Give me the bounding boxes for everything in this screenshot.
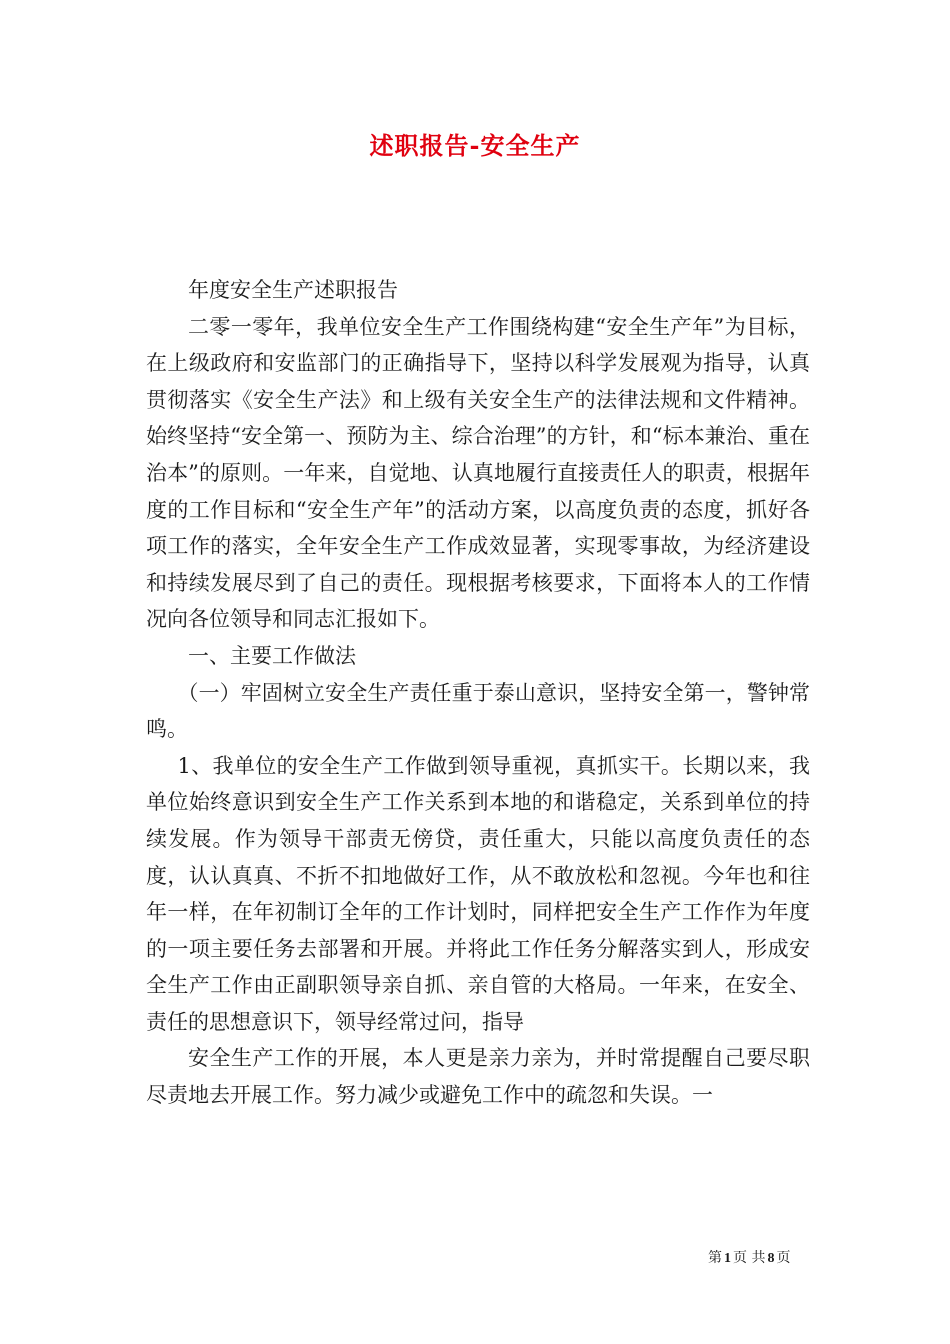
footer-suffix: 页 <box>776 1250 791 1266</box>
footer-middle: 页 共 <box>733 1250 766 1266</box>
subsection-heading-1: （一）牢固树立安全生产责任重于泰山意识，坚持安全第一，警钟常鸣。 <box>146 680 810 742</box>
document-body <box>146 272 810 1114</box>
section-heading-1: 一、主要工作做法 <box>188 643 356 668</box>
total-page-count: 8 <box>767 1251 775 1266</box>
paragraph-continued: 安全生产工作的开展，本人更是亲力亲为，并时常提醒自己要尽职尽责地去开展工作。努力减少或避免工作中的疏忽和失误。一 <box>146 1046 810 1108</box>
paragraph-item-1: 1、我单位的安全生产工作做到领导重视，真抓实干。长期以来，我单位始终意识到安全生产工作关系到本地的和谐稳定，关系到单位的持续发展。作为领导干部责无傍贷，责任重大，只能以高度负责任的态度，认认真真、不折不扣地做好工作，从不敢放松和忽视。今年也和往年一样，在年初制订全年的工作计划时，同样把安全生产工作作为年度的一项主要任务去部署和开展。并将此工作任务分解落实到人，形成安全生产工作由正副职领导亲自抓、亲自管的大格局。一年来，在安全、责任的思想意识下，领导经常过问，指导 <box>146 753 810 1034</box>
report-heading: 年度安全生产述职报告 <box>188 278 398 302</box>
page-footer <box>708 1247 790 1267</box>
current-page-number: 1 <box>724 1251 731 1266</box>
footer-prefix: 第 <box>708 1250 722 1266</box>
document-title: 述职报告-安全生产 <box>369 131 581 160</box>
paragraph-intro: 二零一零年，我单位安全生产工作围绕构建“安全生产年”为目标，在上级政府和安监部门的正确指导下，坚持以科学发展观为指导，认真贯彻落实《安全生产法》和上级有关安全生产的法律法规和文件精神。始终坚持“安全第一、预防为主、综合治理”的方针，和“标本兼治、重在治本”的原则。一年来，自觉地、认真地履行直接责任人的职责，根据年度的工作目标和“安全生产年”的活动方案，以高度负责的态度，抓好各项工作的落实，全年安全生产工作成效显著，实现零事故，为经济建设和持续发展尽到了自己的责任。现根据考核要求，下面将本人的工作情况向各位领导和同志汇报如下。 <box>146 314 810 632</box>
